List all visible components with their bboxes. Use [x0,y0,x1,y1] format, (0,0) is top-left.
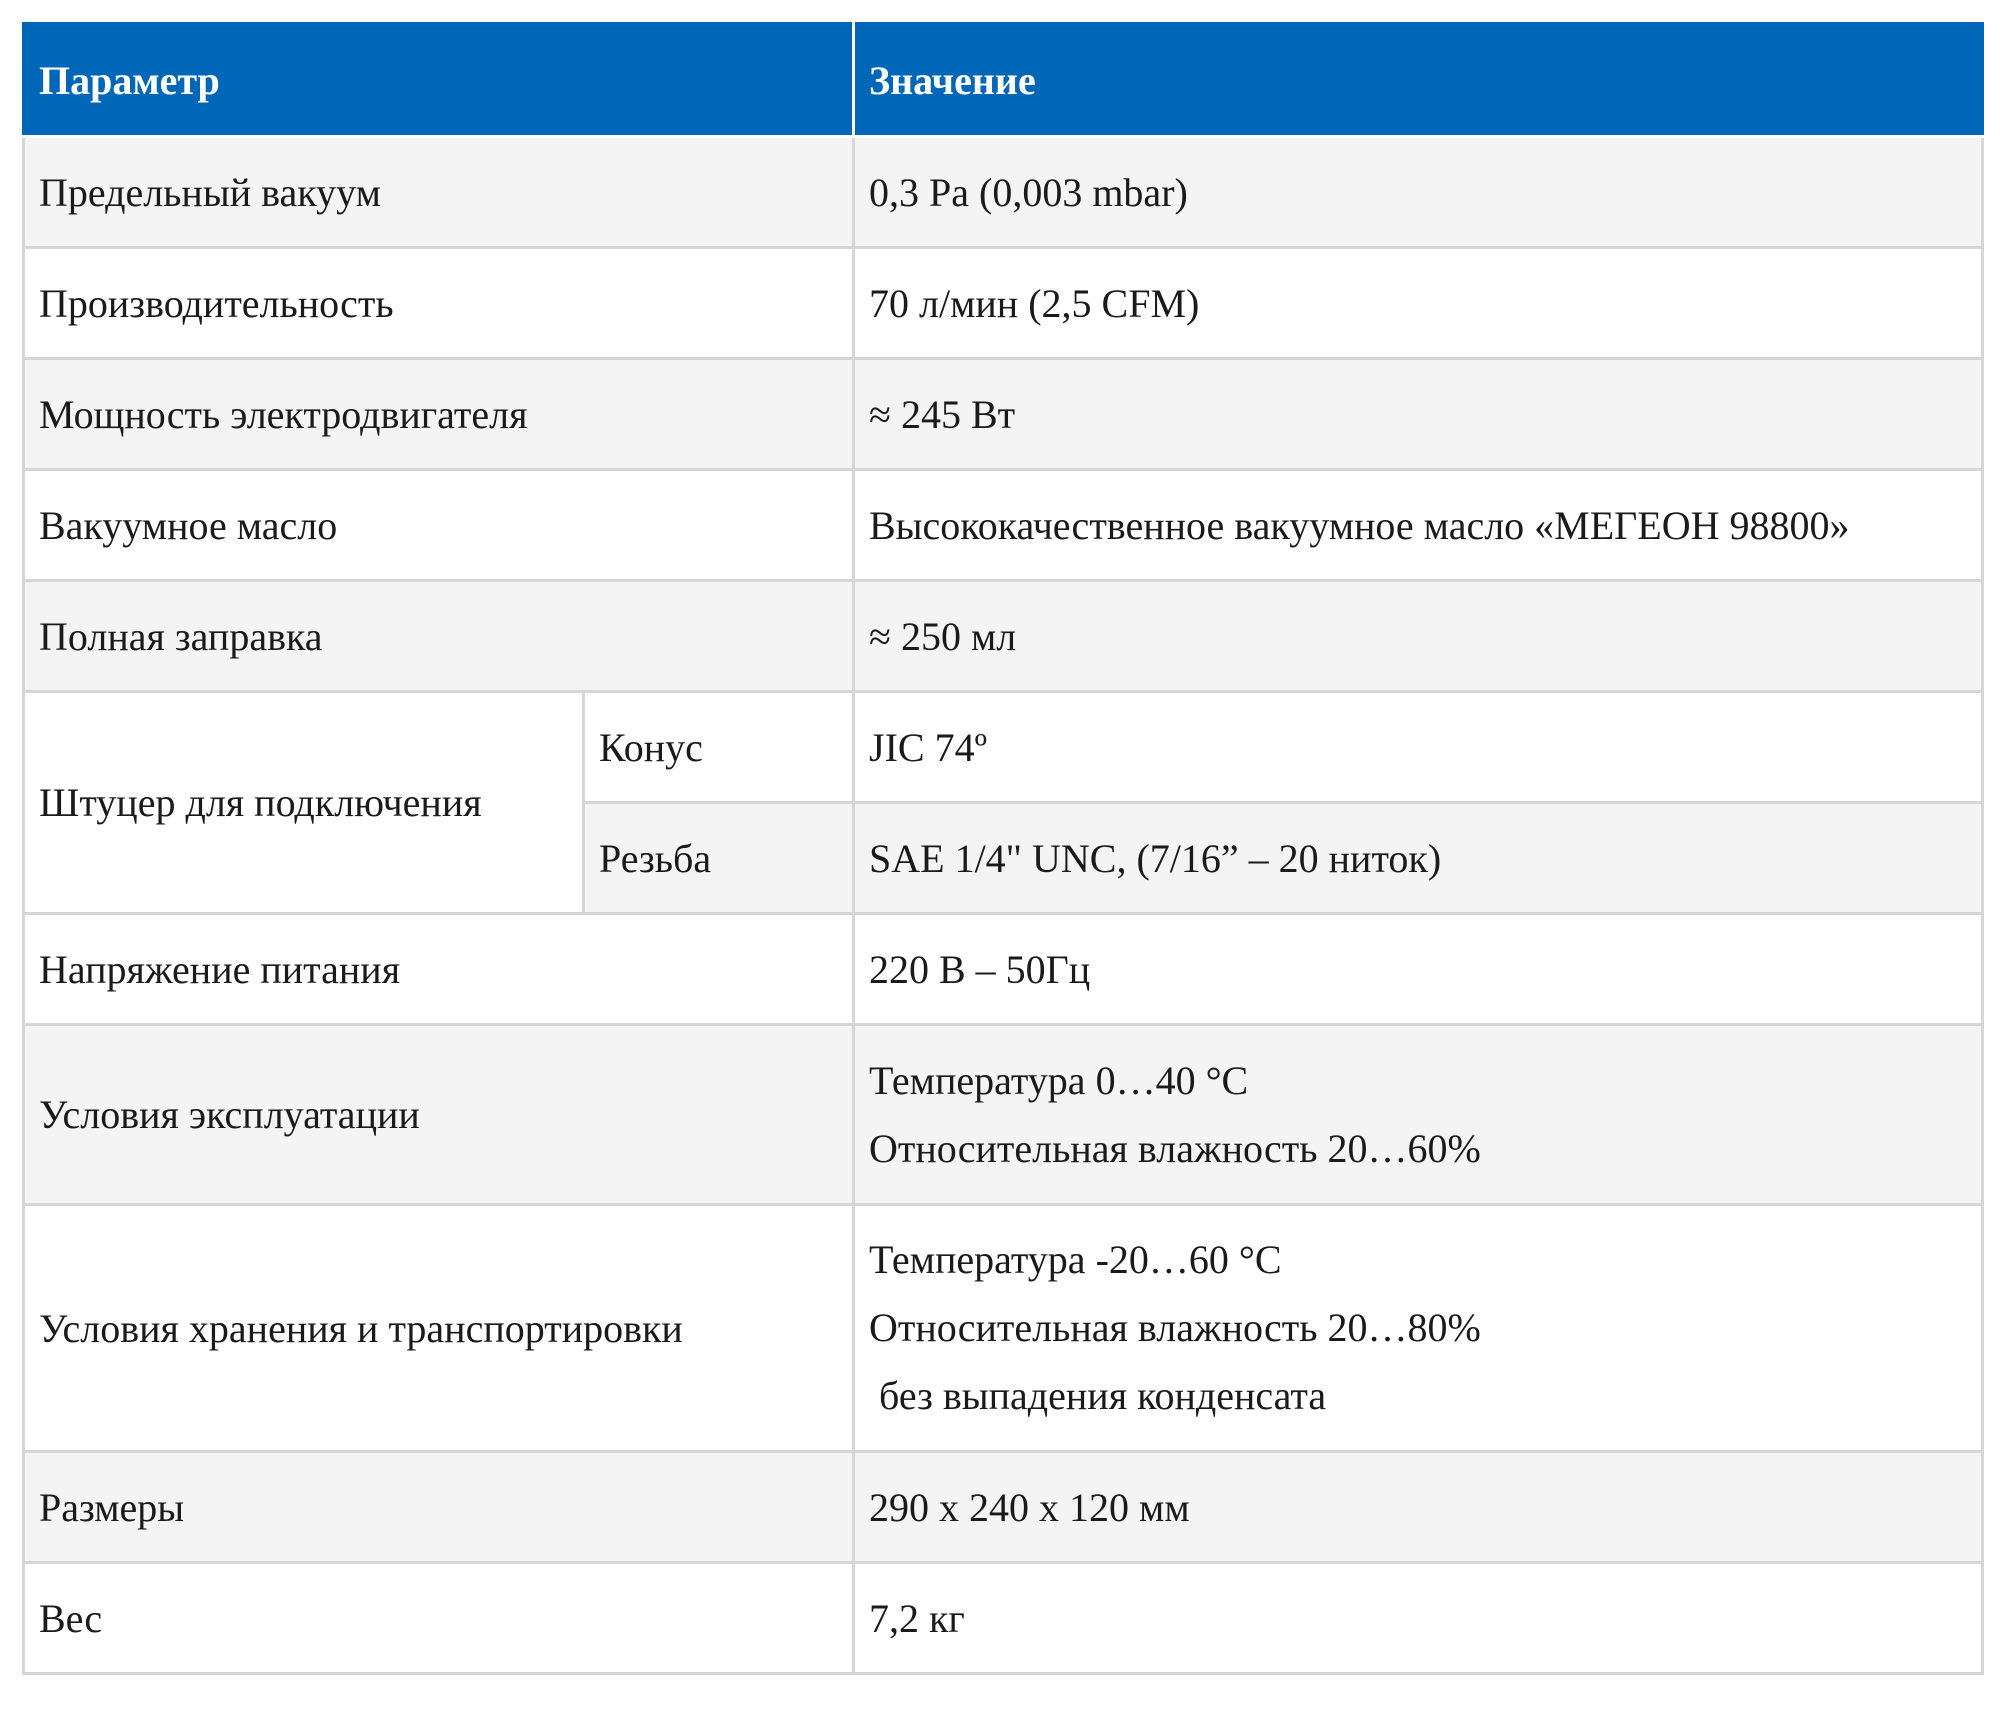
table-row [24,692,1983,803]
table-row [24,914,1983,1025]
table-header-row [24,24,1983,137]
row-value-power: ≈ 245 Вт [854,359,1983,470]
row-label-storage: Условия хранения и транспортировки [24,1205,854,1452]
row-value-oil: Высококачественное вакуумное масло «МЕГЕОН 98800» [854,470,1983,581]
storage-humidity: Относительная влажность 20…80% [869,1305,1481,1350]
row-value-operating [854,1025,1983,1205]
header-param: Параметр [24,24,854,137]
row-value-capacity: 70 л/мин (2,5 CFM) [854,248,1983,359]
row-label-weight: Вес [24,1563,854,1674]
row-label-operating: Условия эксплуатации [24,1025,854,1205]
table-row [24,359,1983,470]
row-label-voltage: Напряжение питания [24,914,854,1025]
row-sublabel-cone: Конус [584,692,854,803]
row-value-voltage: 220 В – 50Гц [854,914,1983,1025]
header-value: Значение [854,24,1983,137]
row-label-power: Мощность электродвигателя [24,359,854,470]
row-label-fitting: Штуцер для подключения [24,692,584,914]
row-label-fill: Полная заправка [24,581,854,692]
table-row [24,1205,1983,1452]
storage-condensation: без выпадения конденсата [879,1373,1327,1418]
row-value-fill: ≈ 250 мл [854,581,1983,692]
table-row [24,137,1983,248]
table-row [24,1563,1983,1674]
row-label-dimensions: Размеры [24,1452,854,1563]
spec-table [22,22,1984,1675]
row-value-weight: 7,2 кг [854,1563,1983,1674]
table-row [24,248,1983,359]
operating-temperature: Температура 0…40 °С [869,1057,1249,1103]
table-row [24,1025,1983,1205]
table-row [24,1452,1983,1563]
row-sublabel-thread: Резьба [584,803,854,914]
row-value-vacuum: 0,3 Pa (0,003 mbar) [854,137,1983,248]
row-label-oil: Вакуумное масло [24,470,854,581]
row-value-cone: JIC 74º [854,692,1983,803]
row-label-vacuum: Предельный вакуум [24,137,854,248]
row-label-capacity: Производительность [24,248,854,359]
table-row [24,581,1983,692]
row-value-storage [854,1205,1983,1452]
table-row [24,470,1983,581]
row-value-dimensions: 290 х 240 х 120 мм [854,1452,1983,1563]
storage-temperature: Температура -20…60 °С [869,1237,1282,1282]
row-value-thread: SAE 1/4" UNC, (7/16” – 20 ниток) [854,803,1983,914]
operating-humidity: Относительная влажность 20…60% [869,1125,1481,1171]
